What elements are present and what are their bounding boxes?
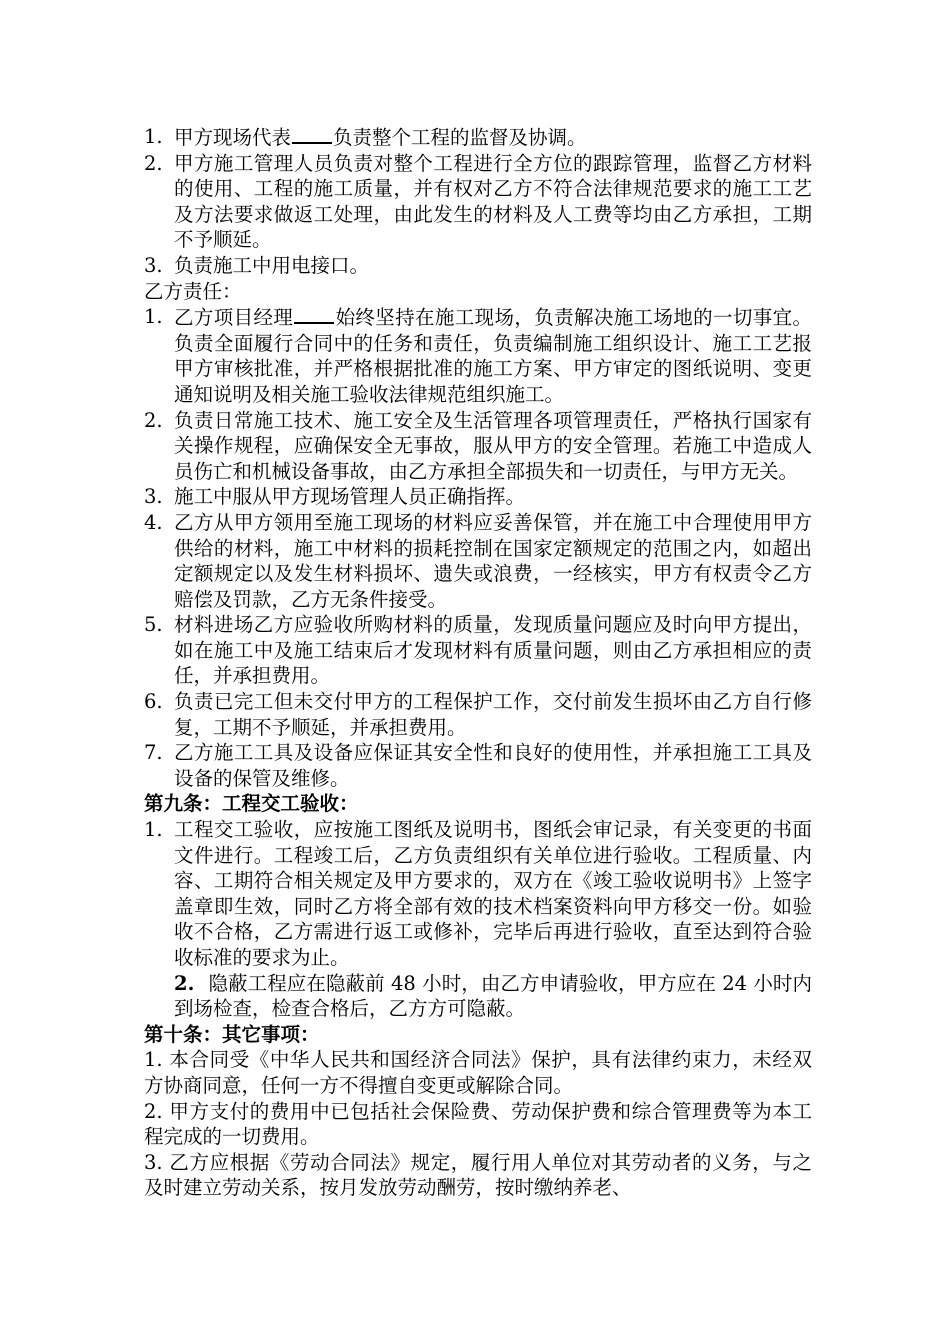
party-a-item-1 xyxy=(144,124,812,151)
list-number: 5. xyxy=(144,613,163,637)
party-b-item-2 xyxy=(144,408,812,485)
party-b-item-1 xyxy=(144,304,812,407)
list-number: 2. xyxy=(144,408,163,432)
list-number: 3. xyxy=(144,253,163,277)
item-text: 施工中服从甲方现场管理人员正确指挥。 xyxy=(174,485,526,509)
item-text-post: 始终坚持在施工现场，负责解决施工场地的一切事宜。负责全面履行合同中的任务和责任，负责编制施工组织设计、施工工艺报甲方审核批准，并严格根据批准的施工方案、甲方审定的图纸说明、变更通知说明及相关施工验收法律规范组织施工。 xyxy=(174,306,812,406)
article-10-item-1: 1. 本合同受《中华人民共和国经济合同法》保护，具有法律约束力，未经双方协商同意，任何一方不得擅自变更或解除合同。 xyxy=(144,1048,812,1097)
party-b-item-6 xyxy=(144,689,812,740)
party-b-item-4 xyxy=(144,510,812,612)
party-b-item-3 xyxy=(144,484,812,510)
list-number: 4. xyxy=(144,510,163,534)
list-number: 2. xyxy=(144,151,163,175)
list-number: 2. xyxy=(174,971,195,995)
party-b-heading: 乙方责任： xyxy=(144,279,242,303)
item-text: 乙方施工工具及设备应保证其安全性和良好的使用性，并承担施工工具及设备的保管及维修。 xyxy=(174,741,812,790)
article-10-item-2: 2. 甲方支付的费用中已包括社会保险费、劳动保护费和综合管理费等为本工程完成的一切费用。 xyxy=(144,1099,812,1149)
party-a-item-3 xyxy=(144,253,812,279)
article-9-heading: 第九条：工程交工验收： xyxy=(144,792,359,816)
list-number: 1. xyxy=(144,125,163,148)
list-number: 1. xyxy=(144,818,163,842)
document-page xyxy=(144,124,812,1201)
item-text: 工程交工验收，应按施工图纸及说明书，图纸会审记录，有关变更的书面文件进行。工程竣工后，乙方负责组织有关单位进行验收。工程质量、内容、工期符合相关规定及甲方要求的，双方在《竣工验收说明书》上签字盖章即生效，同时乙方将全部有效的技术档案资料向甲方移交一份。如验收不合格，乙方需进行返工或修补，完毕后再进行验收，直至达到符合验收标准的要求为止。 xyxy=(174,818,812,969)
list-number: 3. xyxy=(144,485,163,509)
article-9-item-2 xyxy=(144,971,812,1022)
item-text: 负责日常施工技术、施工安全及生活管理各项管理责任，严格执行国家有关操作规程，应确保安全无事故，服从甲方的安全管理。若施工中造成人员伤亡和机械设备事故，由乙方承担全部损失和一切责任，与甲方无关。 xyxy=(174,408,812,483)
item-text: 负责施工中用电接口。 xyxy=(174,253,370,277)
party-b-item-7 xyxy=(144,740,812,791)
article-9-item-1 xyxy=(144,817,812,971)
list-number: 7. xyxy=(144,741,163,765)
list-number: 1. xyxy=(144,305,163,329)
item-text: 隐蔽工程应在隐蔽前 48 小时，由乙方申请验收，甲方应在 24 小时内到场检查，检查合格后，乙方方可隐蔽。 xyxy=(174,971,812,1021)
item-text: 负责已完工但未交付甲方的工程保护工作，交付前发生损坏由乙方自行修复，工期不予顺延，并承担费用。 xyxy=(174,690,812,739)
item-text: 乙方从甲方领用至施工现场的材料应妥善保管，并在施工中合理使用甲方供给的材料，施工中材料的损耗控制在国家定额规定的范围之内，如超出定额规定以及发生材料损坏、遗失或浪费，一经核实，甲方有权责令乙方赔偿及罚款，乙方无条件接受。 xyxy=(174,510,812,611)
article-10-item-3: 3. 乙方应根据《劳动合同法》规定，履行用人单位对其劳动者的义务，与之及时建立劳动关系，按月发放劳动酬劳，按时缴纳养老、 xyxy=(144,1150,812,1200)
item-text: 材料进场乙方应验收所购材料的质量，发现质量问题应及时向甲方提出，如在施工中及施工结束后才发现材料有质量问题，则由乙方承担相应的责任，并承担费用。 xyxy=(174,613,812,688)
article-10-heading: 第十条：其它事项： xyxy=(144,1022,320,1046)
item-text-post: 负责整个工程的监督及协调。 xyxy=(333,126,587,149)
party-a-item-2 xyxy=(144,151,812,253)
signature-blank xyxy=(292,124,332,144)
item-text-pre: 甲方现场代表 xyxy=(174,126,292,149)
signature-blank xyxy=(294,304,334,324)
list-number: 6. xyxy=(144,690,163,714)
item-text-pre: 乙方项目经理 xyxy=(174,306,294,330)
party-b-item-5 xyxy=(144,612,812,689)
item-text: 甲方施工管理人员负责对整个工程进行全方位的跟踪管理，监督乙方材料的使用、工程的施工质量，并有权对乙方不符合法律规范要求的施工工艺及方法要求做返工处理，由此发生的材料及人工费等均由乙方承担，工期不予顺延。 xyxy=(174,151,812,252)
